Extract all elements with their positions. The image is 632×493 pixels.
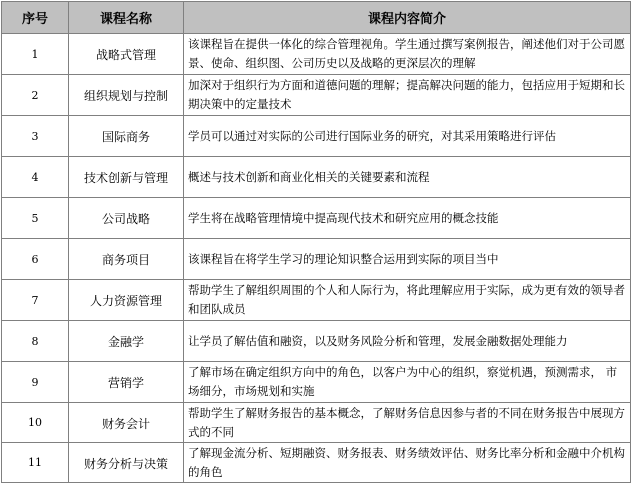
table-row [2, 443, 631, 483]
course-description: 学员可以通过对实际的公司进行国际业务的研究，对其采用策略进行评估 [184, 116, 631, 157]
course-name: 营销学 [69, 362, 184, 403]
table-row [2, 116, 631, 157]
row-number: 2 [2, 75, 69, 116]
row-number: 9 [2, 362, 69, 403]
course-name: 战略式管理 [69, 34, 184, 75]
course-name: 财务会计 [69, 403, 184, 443]
course-description: 让学员了解估值和融资，以及财务风险分析和管理，发展金融数据处理能力 [184, 321, 631, 362]
header-row [2, 2, 631, 34]
course-description: 该课程旨在将学生学习的理论知识整合运用到实际的项目当中 [184, 239, 631, 280]
row-number: 8 [2, 321, 69, 362]
row-number: 6 [2, 239, 69, 280]
course-description: 了解现金流分析、短期融资、财务报表、财务绩效评估、财务比率分析和金融中介机构的角色 [184, 443, 631, 483]
table-row [2, 34, 631, 75]
row-number: 7 [2, 280, 69, 321]
row-number: 3 [2, 116, 69, 157]
course-description: 了解市场在确定组织方向中的角色，以客户为中心的组织，察觉机遇，预测需求， 市场细分，市场规划和实施 [184, 362, 631, 403]
course-description: 学生将在战略管理情境中提高现代技术和研究应用的概念技能 [184, 198, 631, 239]
header-name: 课程名称 [69, 2, 184, 34]
course-description: 加深对于组织行为方面和道德问题的理解；提高解决问题的能力，包括应用于短期和长期决策中的定量技术 [184, 75, 631, 116]
course-description: 概述与技术创新和商业化相关的关键要素和流程 [184, 157, 631, 198]
course-description: 帮助学生了解组织周围的个人和人际行为，将此理解应用于实际，成为更有效的领导者和团队成员 [184, 280, 631, 321]
table-row [2, 75, 631, 116]
course-name: 组织规划与控制 [69, 75, 184, 116]
table-row [2, 403, 631, 443]
course-name: 人力资源管理 [69, 280, 184, 321]
course-table [1, 1, 631, 483]
row-number: 4 [2, 157, 69, 198]
header-no: 序号 [2, 2, 69, 34]
table-row [2, 280, 631, 321]
course-name: 公司战略 [69, 198, 184, 239]
row-number: 1 [2, 34, 69, 75]
course-description: 该课程旨在提供一体化的综合管理视角。学生通过撰写案例报告，阐述他们对于公司愿景、使命、组织图、公司历史以及战略的更深层次的理解 [184, 34, 631, 75]
table-row [2, 239, 631, 280]
course-name: 商务项目 [69, 239, 184, 280]
course-description: 帮助学生了解财务报告的基本概念，了解财务信息因参与者的不同在财务报告中展现方式的不同 [184, 403, 631, 443]
course-name: 财务分析与决策 [69, 443, 184, 483]
header-desc: 课程内容简介 [184, 2, 631, 34]
course-name: 国际商务 [69, 116, 184, 157]
table-row [2, 198, 631, 239]
row-number: 11 [2, 443, 69, 483]
row-number: 5 [2, 198, 69, 239]
table-row [2, 321, 631, 362]
table-row [2, 362, 631, 403]
course-name: 金融学 [69, 321, 184, 362]
course-name: 技术创新与管理 [69, 157, 184, 198]
table-row [2, 157, 631, 198]
row-number: 10 [2, 403, 69, 443]
